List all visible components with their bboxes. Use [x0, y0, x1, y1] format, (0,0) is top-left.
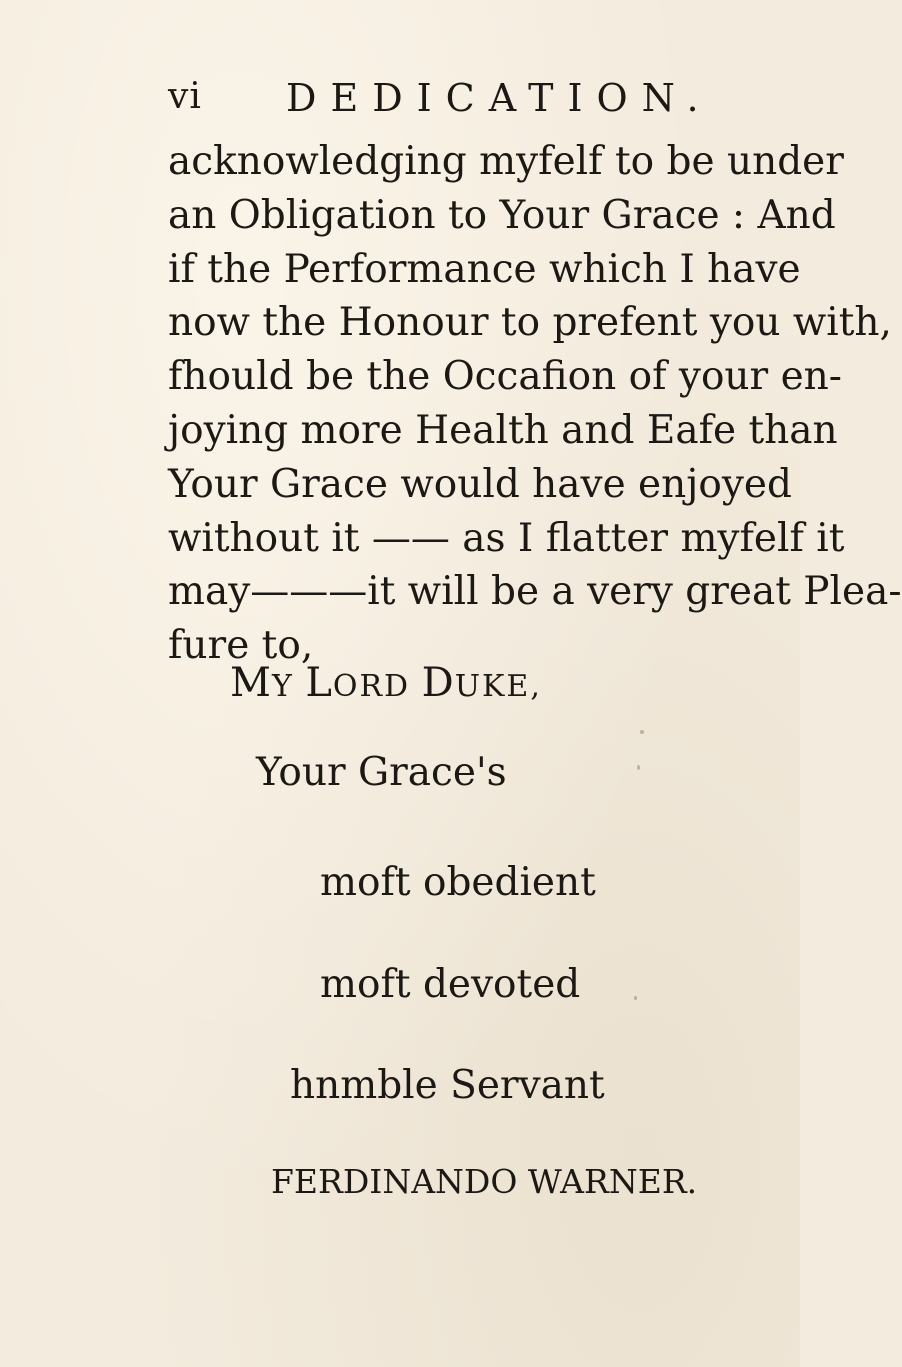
closing-line-graces: Your Grace's — [256, 750, 507, 795]
closing-line-servant: hnmble Servant — [290, 1063, 605, 1108]
text-line: an Obligation to Your Grace : And — [168, 192, 836, 238]
salutation-initial: D — [421, 660, 455, 706]
paper-speck — [634, 996, 637, 1000]
text-line: joying more Health and Eafe than — [168, 407, 838, 453]
page-number: vi — [168, 76, 202, 117]
text-line: now the Honour to prefent you with, — [168, 300, 892, 346]
closing-line-devoted: moft devoted — [320, 962, 581, 1007]
page-header — [168, 76, 758, 126]
text-line: fure to, — [168, 623, 314, 669]
salutation-small-caps: UKE, — [454, 669, 542, 704]
salutation-initial: L — [305, 660, 333, 706]
text-line: Your Grace would have enjoyed — [168, 461, 792, 507]
closing-line-obedient: moft obedient — [320, 860, 596, 905]
paper-speck — [640, 730, 644, 734]
salutation-small-caps: Y — [271, 669, 306, 704]
text-line: if the Performance which I have — [168, 246, 801, 292]
running-title: DEDICATION. — [286, 76, 713, 120]
text-line: may———it will be a very great Plea- — [168, 569, 902, 615]
text-line: acknowledging myfelf to be under — [168, 139, 844, 184]
text-line: without it —— as I flatter myfelf it — [168, 515, 845, 561]
salutation-initial: M — [230, 660, 272, 706]
text-line: fhould be the Occafion of your en- — [168, 354, 842, 400]
signature-name: FERDINANDO WARNER. — [271, 1162, 698, 1201]
paper-speck — [637, 765, 640, 770]
dedication-text — [168, 135, 902, 673]
salutation-small-caps: ORD — [332, 669, 422, 704]
salutation — [230, 660, 542, 706]
